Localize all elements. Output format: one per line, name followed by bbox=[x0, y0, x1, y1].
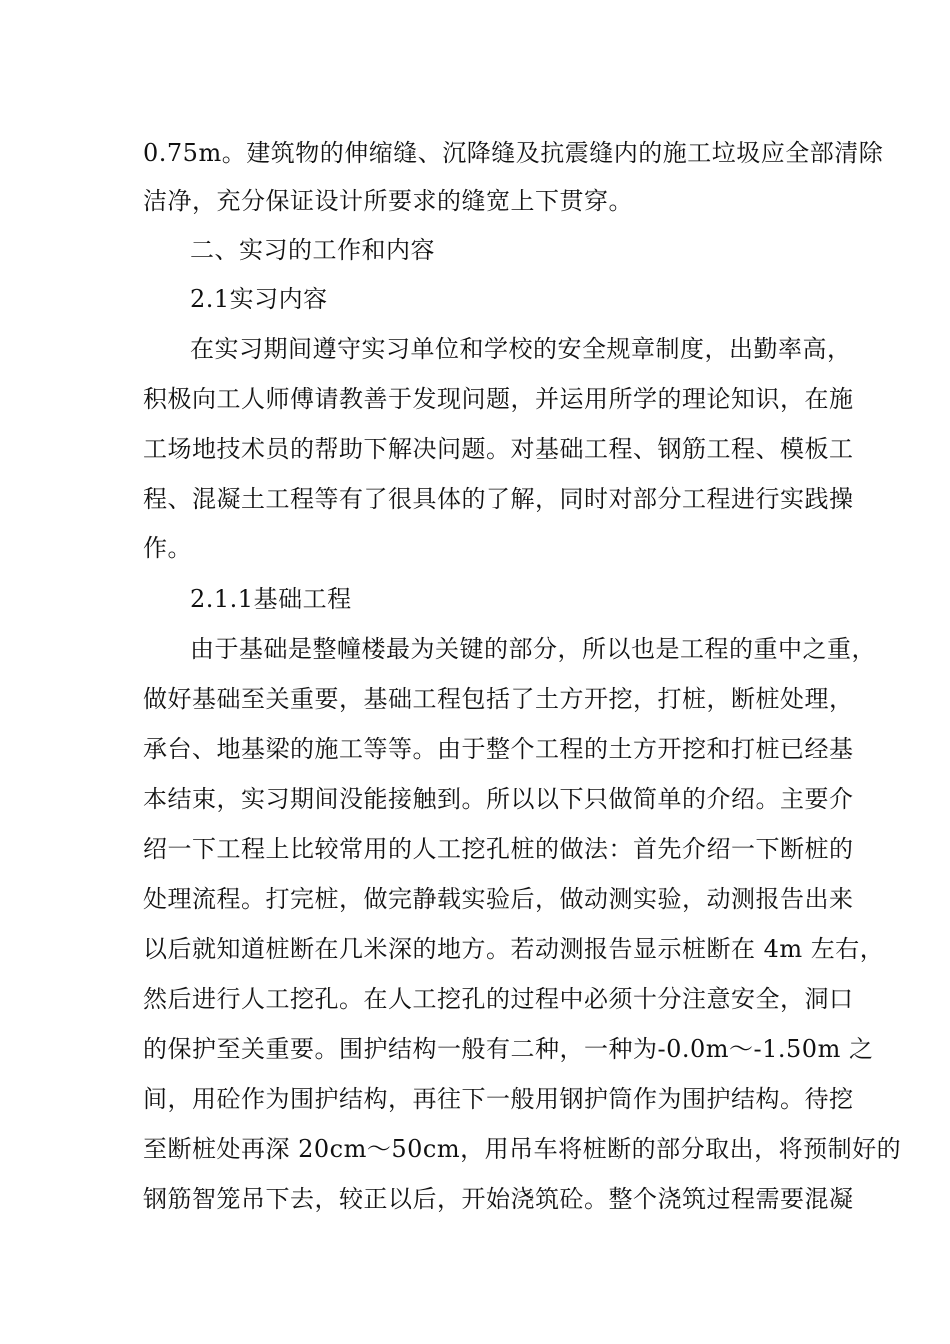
subsection-heading: 2.1.1基础工程 bbox=[190, 585, 352, 613]
section-heading: 二、实习的工作和内容 bbox=[190, 236, 435, 264]
subsection-heading: 2.1实习内容 bbox=[190, 285, 328, 313]
text-line: 由于基础是整幢楼最为关键的部分，所以也是工程的重中之重， bbox=[190, 635, 876, 663]
text-line: 积极向工人师傅请教善于发现问题，并运用所学的理论知识，在施 bbox=[143, 385, 854, 413]
text-line: 处理流程。打完桩，做完静载实验后，做动测实验，动测报告出来 bbox=[143, 885, 854, 913]
text-line: 然后进行人工挖孔。在人工挖孔的过程中必须十分注意安全，洞口 bbox=[143, 985, 854, 1013]
text-line: 在实习期间遵守实习单位和学校的安全规章制度，出勤率高， bbox=[190, 335, 852, 363]
text-line: 以后就知道桩断在几米深的地方。若动测报告显示桩断在 4m 左右， bbox=[143, 935, 885, 963]
text-line: 程、混凝土工程等有了很具体的了解，同时对部分工程进行实践操 bbox=[143, 485, 854, 513]
text-line: 钢筋智笼吊下去，较正以后，开始浇筑砼。整个浇筑过程需要混凝 bbox=[143, 1185, 854, 1213]
text-line: 洁净，充分保证设计所要求的缝宽上下贯穿。 bbox=[143, 187, 633, 215]
text-line: 间，用砼作为围护结构，再往下一般用钢护筒作为围护结构。待挖 bbox=[143, 1085, 854, 1113]
text-line: 作。 bbox=[143, 534, 192, 562]
text-line: 工场地技术员的帮助下解决问题。对基础工程、钢筋工程、模板工 bbox=[143, 435, 854, 463]
text-line: 至断桩处再深 20cm～50cm，用吊车将桩断的部分取出，将预制好的 bbox=[143, 1135, 902, 1163]
text-line: 0.75m。建筑物的伸缩缝、沉降缝及抗震缝内的施工垃圾应全部清除 bbox=[143, 139, 884, 167]
text-line: 绍一下工程上比较常用的人工挖孔桩的做法：首先介绍一下断桩的 bbox=[143, 835, 854, 863]
text-line: 的保护至关重要。围护结构一般有二种，一种为-0.0m～-1.50m 之 bbox=[143, 1035, 874, 1063]
text-line: 做好基础至关重要，基础工程包括了土方开挖，打桩，断桩处理， bbox=[143, 685, 854, 713]
text-line: 本结束，实习期间没能接触到。所以以下只做简单的介绍。主要介 bbox=[143, 785, 854, 813]
text-line: 承台、地基梁的施工等等。由于整个工程的土方开挖和打桩已经基 bbox=[143, 735, 854, 763]
